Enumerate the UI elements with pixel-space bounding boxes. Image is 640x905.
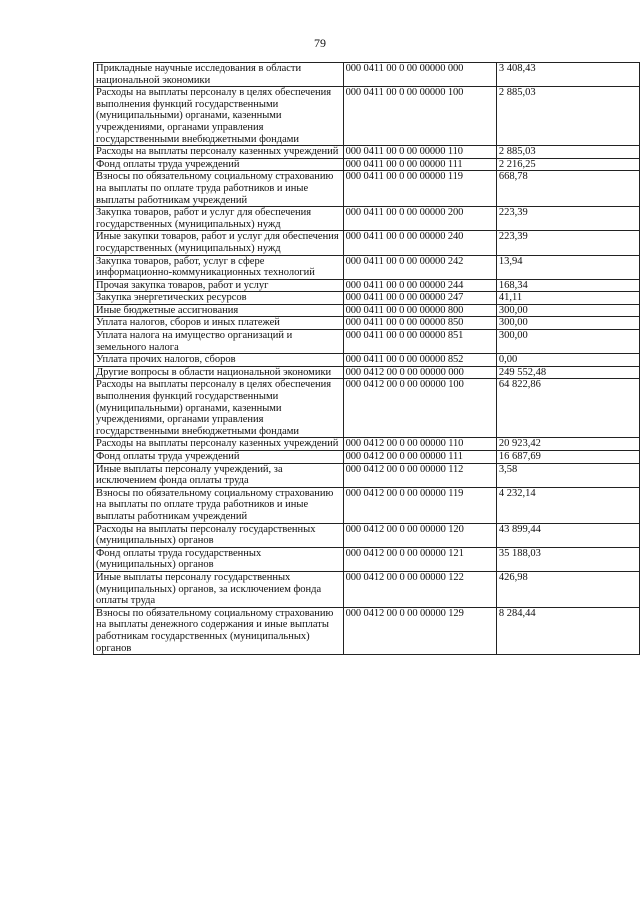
table-row: [94, 451, 640, 464]
budget-code: 000 0412 00 0 00 00000 111: [343, 451, 496, 464]
budget-code: 000 0411 00 0 00 00000 247: [343, 292, 496, 305]
expense-name: Иные закупки товаров, работ и услуг для обеспечения государственных (муниципальных) нужд: [94, 231, 344, 255]
amount: 426,98: [496, 571, 639, 607]
amount: 0,00: [496, 354, 639, 367]
expense-name: Уплата налога на имущество организаций и земельного налога: [94, 330, 344, 354]
budget-code: 000 0412 00 0 00 00000 121: [343, 547, 496, 571]
expense-name: Фонд оплаты труда государственных (муниципальных) органов: [94, 547, 344, 571]
budget-code: 000 0412 00 0 00 00000 122: [343, 571, 496, 607]
budget-code: 000 0411 00 0 00 00000 111: [343, 158, 496, 171]
table-row: [94, 158, 640, 171]
amount: 223,39: [496, 231, 639, 255]
amount: 13,94: [496, 255, 639, 279]
table-row: [94, 547, 640, 571]
amount: 223,39: [496, 207, 639, 231]
table-row: [94, 607, 640, 654]
amount: 300,00: [496, 317, 639, 330]
table-row: [94, 87, 640, 146]
table-row: [94, 292, 640, 305]
expense-name: Взносы по обязательному социальному страхованию на выплаты по оплате труда работников и иные выплаты работникам учреждений: [94, 171, 344, 207]
amount: 16 687,69: [496, 451, 639, 464]
table-row: [94, 487, 640, 523]
budget-code: 000 0411 00 0 00 00000 851: [343, 330, 496, 354]
budget-code: 000 0412 00 0 00 00000 100: [343, 379, 496, 438]
amount: 41,11: [496, 292, 639, 305]
budget-code: 000 0411 00 0 00 00000 242: [343, 255, 496, 279]
table-row: [94, 366, 640, 379]
table-row: [94, 207, 640, 231]
expense-name: Закупка товаров, работ, услуг в сфере информационно-коммуникационных технологий: [94, 255, 344, 279]
amount: 2 216,25: [496, 158, 639, 171]
expense-name: Закупка товаров, работ и услуг для обеспечения государственных (муниципальных) нужд: [94, 207, 344, 231]
budget-code: 000 0412 00 0 00 00000 119: [343, 487, 496, 523]
expense-name: Иные бюджетные ассигнования: [94, 304, 344, 317]
budget-code: 000 0411 00 0 00 00000 852: [343, 354, 496, 367]
budget-code: 000 0411 00 0 00 00000 000: [343, 63, 496, 87]
amount: 43 899,44: [496, 523, 639, 547]
budget-code: 000 0411 00 0 00 00000 244: [343, 279, 496, 292]
expense-name: Расходы на выплаты персоналу государственных (муниципальных) органов: [94, 523, 344, 547]
amount: 4 232,14: [496, 487, 639, 523]
budget-code: 000 0412 00 0 00 00000 112: [343, 463, 496, 487]
page-number: 79: [314, 36, 326, 50]
table-row: [94, 231, 640, 255]
expense-name: Другие вопросы в области национальной экономики: [94, 366, 344, 379]
table-row: [94, 146, 640, 159]
expense-name: Прикладные научные исследования в области национальной экономики: [94, 63, 344, 87]
table-row: [94, 523, 640, 547]
expense-name: Расходы на выплаты персоналу в целях обеспечения выполнения функций государственными (муниципальными) органами, казенными учреждениями, органами управления государственными внебюджетными фондами: [94, 379, 344, 438]
budget-code: 000 0411 00 0 00 00000 850: [343, 317, 496, 330]
table-row: [94, 317, 640, 330]
amount: 168,34: [496, 279, 639, 292]
table-row: [94, 279, 640, 292]
budget-table-body: [94, 63, 640, 655]
expense-name: Взносы по обязательному социальному страхованию на выплаты по оплате труда работников и иные выплаты работникам учреждений: [94, 487, 344, 523]
budget-code: 000 0411 00 0 00 00000 200: [343, 207, 496, 231]
expense-name: Взносы по обязательному социальному страхованию на выплаты денежного содержания и иные выплаты работникам государственных (муниципальных) органов: [94, 607, 344, 654]
table-row: [94, 304, 640, 317]
amount: 2 885,03: [496, 87, 639, 146]
amount: 3 408,43: [496, 63, 639, 87]
expense-name: Расходы на выплаты персоналу казенных учреждений: [94, 146, 344, 159]
amount: 668,78: [496, 171, 639, 207]
table-row: [94, 379, 640, 438]
budget-code: 000 0411 00 0 00 00000 110: [343, 146, 496, 159]
expense-name: Уплата налогов, сборов и иных платежей: [94, 317, 344, 330]
amount: 64 822,86: [496, 379, 639, 438]
expense-name: Иные выплаты персоналу учреждений, за исключением фонда оплаты труда: [94, 463, 344, 487]
budget-code: 000 0412 00 0 00 00000 129: [343, 607, 496, 654]
expense-name: Закупка энергетических ресурсов: [94, 292, 344, 305]
expense-name: Иные выплаты персоналу государственных (муниципальных) органов, за исключением фонда оплаты труда: [94, 571, 344, 607]
amount: 35 188,03: [496, 547, 639, 571]
budget-code: 000 0411 00 0 00 00000 119: [343, 171, 496, 207]
expense-name: Расходы на выплаты персоналу в целях обеспечения выполнения функций государственными (муниципальными) органами, казенными учреждениями, органами управления государственными внебюджетными фондами: [94, 87, 344, 146]
amount: 249 552,48: [496, 366, 639, 379]
expense-name: Фонд оплаты труда учреждений: [94, 158, 344, 171]
amount: 300,00: [496, 330, 639, 354]
table-row: [94, 330, 640, 354]
amount: 2 885,03: [496, 146, 639, 159]
budget-code: 000 0412 00 0 00 00000 000: [343, 366, 496, 379]
expense-name: Фонд оплаты труда учреждений: [94, 451, 344, 464]
expense-name: Уплата прочих налогов, сборов: [94, 354, 344, 367]
table-row: [94, 354, 640, 367]
table-row: [94, 171, 640, 207]
budget-code: 000 0411 00 0 00 00000 240: [343, 231, 496, 255]
expense-name: Прочая закупка товаров, работ и услуг: [94, 279, 344, 292]
budget-table: [93, 62, 640, 655]
budget-code: 000 0412 00 0 00 00000 120: [343, 523, 496, 547]
table-row: [94, 463, 640, 487]
amount: 3,58: [496, 463, 639, 487]
budget-code: 000 0411 00 0 00 00000 100: [343, 87, 496, 146]
amount: 300,00: [496, 304, 639, 317]
budget-code: 000 0411 00 0 00 00000 800: [343, 304, 496, 317]
amount: 20 923,42: [496, 438, 639, 451]
table-row: [94, 255, 640, 279]
table-row: [94, 438, 640, 451]
table-row: [94, 571, 640, 607]
amount: 8 284,44: [496, 607, 639, 654]
table-row: [94, 63, 640, 87]
expense-name: Расходы на выплаты персоналу казенных учреждений: [94, 438, 344, 451]
budget-code: 000 0412 00 0 00 00000 110: [343, 438, 496, 451]
